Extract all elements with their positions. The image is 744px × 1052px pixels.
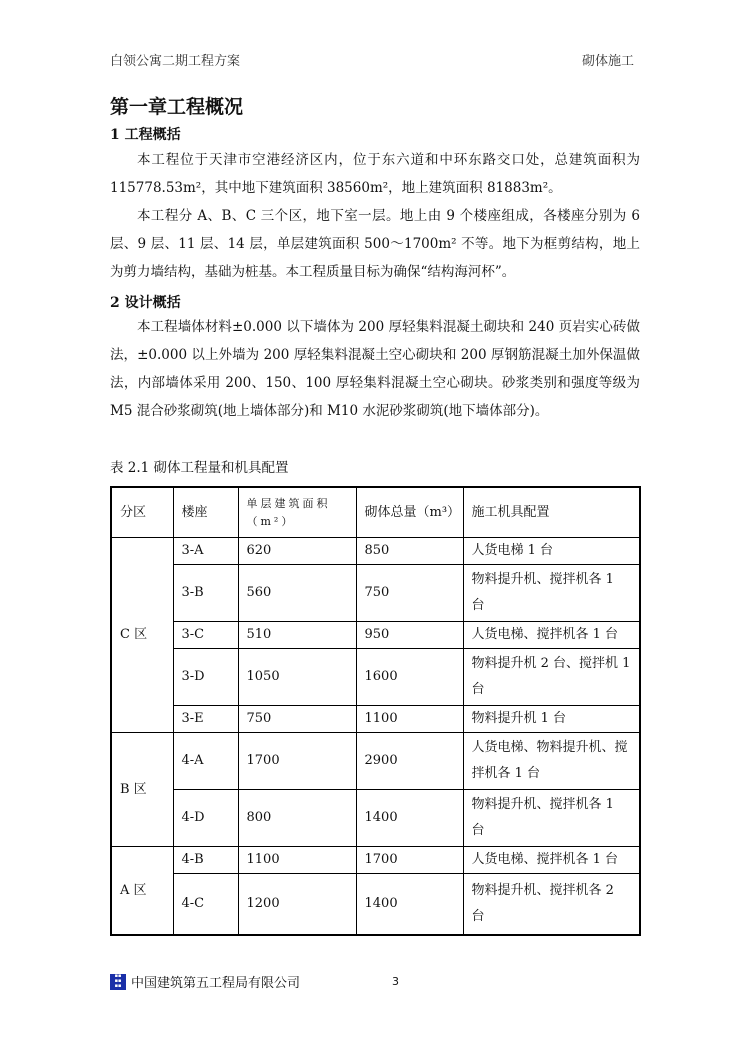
table-cell: 800	[238, 790, 356, 847]
table-row	[111, 733, 640, 790]
header-left: 白领公寓二期工程方案	[110, 54, 241, 69]
table-row	[111, 874, 640, 936]
zone-cell: A 区	[111, 847, 173, 936]
footer	[110, 972, 300, 991]
chapter-title: 第一章工程概况	[110, 96, 244, 118]
header-right: 砌体施工	[581, 54, 634, 69]
header-cell: 分区	[111, 487, 173, 538]
header-cell: 楼座	[173, 487, 238, 538]
paragraph: 本工程位于天津市空港经济区内，位于东六道和中环东路交口处，总建筑面积为 115778.53m²，其中地下建筑面积 38560m²，地上建筑面积 81883m²。	[110, 152, 640, 196]
table-row	[111, 649, 640, 706]
table-cell: 人货电梯、搅拌机各 1 台	[463, 622, 640, 649]
paragraph: 本工程分 A、B、C 三个区，地下室一层。地上由 9 个楼座组成，各楼座分别为 6 层、9 层、11 层、14 层，单层建筑面积 500～1700m² 不等。地下为框剪结构，地上为剪力墙结构，基础为桩基。本工程质量目标为确保“结构海河杯”。	[110, 208, 640, 280]
masonry-table	[110, 486, 641, 936]
zone-cell: B 区	[111, 733, 173, 847]
header-cell: 砌体总量（m³）	[356, 487, 463, 538]
table-cell: 人货电梯、物料提升机、搅拌机各 1 台	[463, 733, 640, 790]
table-row	[111, 565, 640, 622]
table-cell: 物料提升机、搅拌机各 1 台	[463, 565, 640, 622]
header-cell: 单层建筑面积（m²）	[238, 487, 356, 538]
table-cell: 1700	[238, 733, 356, 790]
table-cell: 物料提升机、搅拌机各 2 台	[463, 874, 640, 936]
table-cell: 1400	[356, 790, 463, 847]
table-row	[111, 538, 640, 565]
table-cell: 3-C	[173, 622, 238, 649]
table-cell: 3-A	[173, 538, 238, 565]
table-cell: 3-B	[173, 565, 238, 622]
table-cell: 4-B	[173, 847, 238, 874]
table-cell: 物料提升机、搅拌机各 1 台	[463, 790, 640, 847]
table-cell: 物料提升机 2 台、搅拌机 1 台	[463, 649, 640, 706]
page-number: 3	[392, 975, 399, 988]
table-cell: 1100	[356, 706, 463, 733]
header-cell: 施工机具配置	[463, 487, 640, 538]
table-cell: 3-E	[173, 706, 238, 733]
company-name: 中国建筑第五工程局有限公司	[131, 976, 301, 991]
table-cell: 1600	[356, 649, 463, 706]
section-title: 1 工程概括	[110, 127, 181, 143]
table-cell: 1100	[238, 847, 356, 874]
table-cell: 950	[356, 622, 463, 649]
table-cell: 560	[238, 565, 356, 622]
table-row	[111, 790, 640, 847]
table-cell: 人货电梯、搅拌机各 1 台	[463, 847, 640, 874]
table-cell: 1400	[356, 874, 463, 936]
table-cell: 4-A	[173, 733, 238, 790]
paragraph: 本工程墙体材料±0.000 以下墙体为 200 厚轻集料混凝土砌块和 240 页岩实心砖做法，±0.000 以上外墙为 200 厚轻集料混凝土空心砌块和 200 厚钢筋混凝土加外保温做法，内部墙体采用 200、150、100 厚轻集料混凝土空心砌块。砂浆类别和强度等级为 M5 混合砂浆砌筑(地上墙体部分)和 M10 水泥砂浆砌筑(地下墙体部分)。	[110, 319, 640, 419]
zone-cell: C 区	[111, 538, 173, 733]
table-cell: 750	[356, 565, 463, 622]
table-cell: 4-D	[173, 790, 238, 847]
table-cell: 物料提升机 1 台	[463, 706, 640, 733]
table-caption: 表 2.1 砌体工程量和机具配置	[110, 460, 289, 476]
table-cell: 620	[238, 538, 356, 565]
section-title: 2 设计概括	[110, 295, 181, 311]
table-cell: 3-D	[173, 649, 238, 706]
table-cell: 人货电梯 1 台	[463, 538, 640, 565]
table-row	[111, 622, 640, 649]
table-cell: 1700	[356, 847, 463, 874]
table-header-row	[111, 487, 640, 538]
table-cell: 1050	[238, 649, 356, 706]
table-cell: 510	[238, 622, 356, 649]
table-row	[111, 847, 640, 874]
table-cell: 2900	[356, 733, 463, 790]
company-logo-icon: ▪▪ ▪▪ ▪▪	[110, 974, 126, 990]
table-cell: 1200	[238, 874, 356, 936]
table-cell: 4-C	[173, 874, 238, 936]
table-row	[111, 706, 640, 733]
table-cell: 850	[356, 538, 463, 565]
table-cell: 750	[238, 706, 356, 733]
